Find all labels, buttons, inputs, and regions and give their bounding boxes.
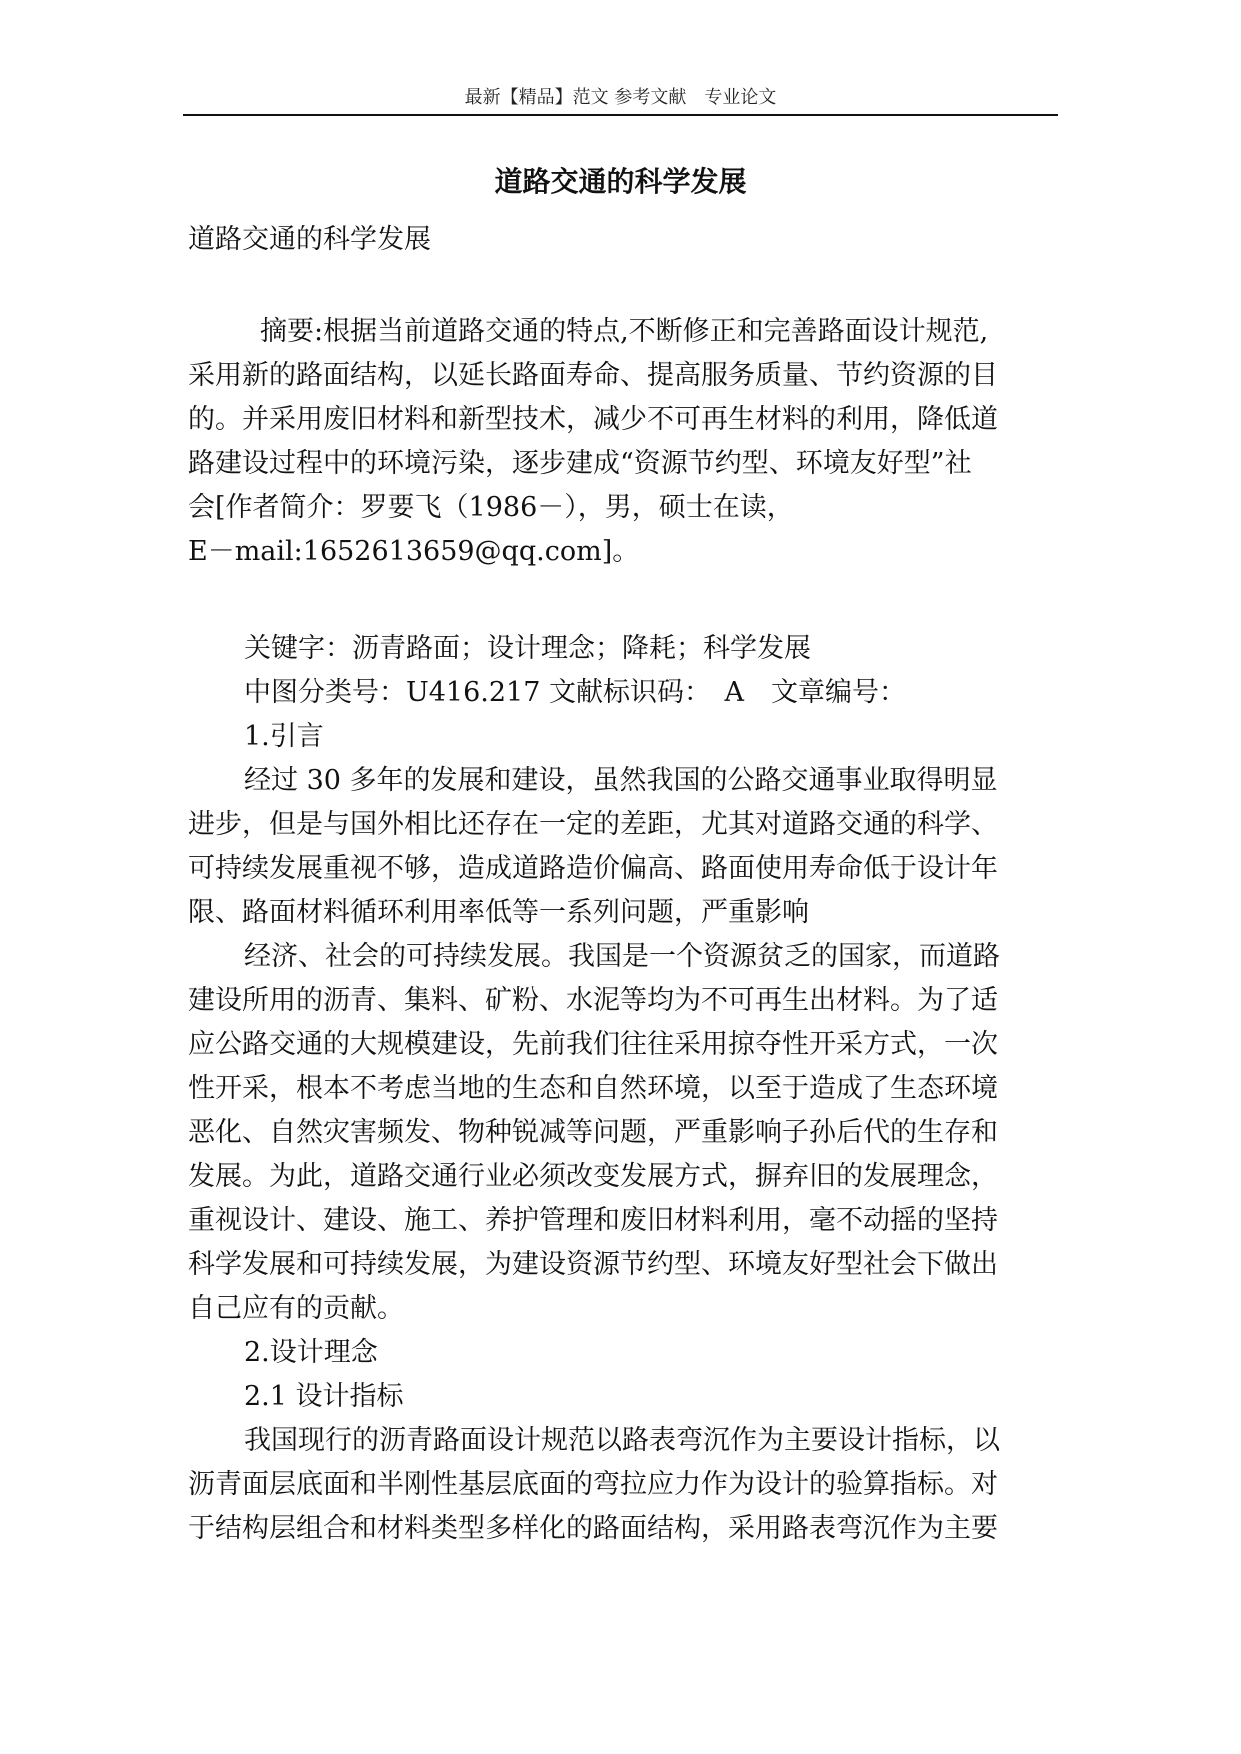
abstract-line: 采用新的路面结构，以延长路面寿命、提高服务质量、节约资源的目: [188, 360, 998, 391]
paragraph-line: 恶化、自然灾害频发、物种锐减等问题，严重影响子孙后代的生存和: [188, 1117, 998, 1148]
abstract-line: 路建设过程中的环境污染，逐步建成“资源节约型、环境友好型”社: [188, 448, 972, 479]
paragraph-line: 科学发展和可持续发展，为建设资源节约型、环境友好型社会下做出: [188, 1249, 998, 1280]
abstract-line: E－mail:1652613659@qq.com]。: [188, 536, 640, 567]
section-heading-introduction: 1.引言: [244, 721, 324, 752]
paragraph-line: 于结构层组合和材料类型多样化的路面结构，采用路表弯沉作为主要: [188, 1513, 998, 1544]
abstract-line: 的。并采用废旧材料和新型技术，减少不可再生材料的利用，降低道: [188, 404, 998, 435]
keywords: 关键字：沥青路面；设计理念；降耗；科学发展: [244, 633, 811, 664]
main-text: [188, 627, 1058, 1551]
classification-info: 中图分类号：U416.217 文献标识码： A 文章编号：: [244, 677, 906, 708]
page-header: 最新【精品】范文 参考文献 专业论文: [464, 87, 777, 108]
paragraph-line: 经过 30 多年的发展和建设，虽然我国的公路交通事业取得明显: [244, 765, 998, 796]
paragraph-line: 建设所用的沥青、集料、矿粉、水泥等均为不可再生出材料。为了适: [188, 985, 998, 1016]
paragraph-line: 性开采，根本不考虑当地的生态和自然环境，以至于造成了生态环境: [188, 1073, 998, 1104]
abstract: [188, 310, 1058, 574]
paragraph-line: 发展。为此，道路交通行业必须改变发展方式，摒弃旧的发展理念，: [188, 1161, 998, 1192]
paragraph-line: 重视设计、建设、施工、养护管理和废旧材料利用，毫不动摇的坚持: [188, 1205, 998, 1236]
section-heading-design-index: 2.1 设计指标: [244, 1381, 404, 1412]
abstract-line: 会[作者简介：罗要飞（1986－），男，硕士在读，: [188, 492, 794, 523]
paragraph-line: 沥青面层底面和半刚性基层底面的弯拉应力作为设计的验算指标。对: [188, 1469, 998, 1500]
paragraph-line: 应公路交通的大规模建设，先前我们往往采用掠夺性开采方式，一次: [188, 1029, 998, 1060]
document-title: 道路交通的科学发展: [494, 165, 747, 198]
paragraph-line: 自己应有的贡献。: [188, 1293, 404, 1324]
section-heading-design-concept: 2.设计理念: [244, 1337, 378, 1368]
paragraph-line: 进步，但是与国外相比还存在一定的差距，尤其对道路交通的科学、: [188, 809, 998, 840]
paragraph-line: 我国现行的沥青路面设计规范以路表弯沉作为主要设计指标，以: [244, 1425, 1000, 1456]
paragraph-line: 限、路面材料循环利用率低等一系列问题，严重影响: [188, 897, 809, 928]
abstract-line: 摘要:根据当前道路交通的特点,不断修正和完善路面设计规范,: [260, 316, 989, 347]
paragraph-line: 可持续发展重视不够，造成道路造价偏高、路面使用寿命低于设计年: [188, 853, 998, 884]
paragraph-line: 经济、社会的可持续发展。我国是一个资源贫乏的国家，而道路: [244, 941, 1000, 972]
header-divider: [183, 114, 1058, 116]
document-subtitle: 道路交通的科学发展: [188, 224, 431, 255]
